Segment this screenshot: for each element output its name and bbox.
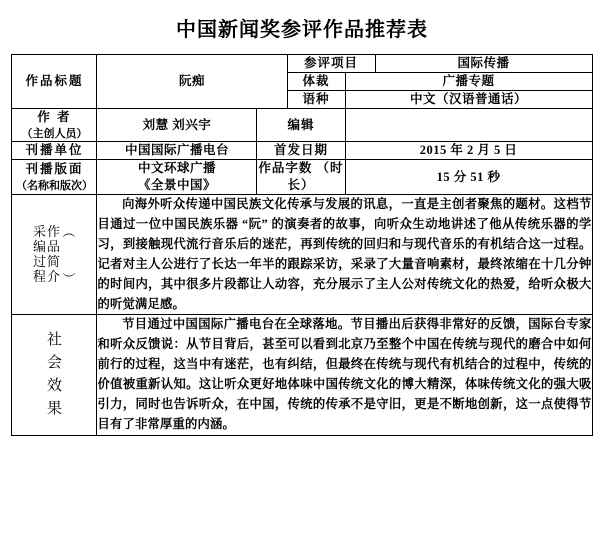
- genre-label: 体裁: [287, 72, 345, 90]
- author-label-main: 作 者: [37, 109, 72, 124]
- publisher-label: 刊播单位: [12, 142, 97, 160]
- category-label: 参评项目: [287, 55, 375, 73]
- editor-label: 编辑: [257, 108, 345, 142]
- table-row-author-editor: [12, 108, 592, 142]
- table-row-summary: [12, 194, 592, 314]
- editor-value: [345, 108, 592, 142]
- effect-label-c1: 社: [46, 331, 62, 348]
- category-value: 国际传播: [375, 55, 592, 73]
- summary-paragraph: 向海外听众传递中国民族文化传承与发展的讯息，一直是主创者聚焦的题材。这档节目通过一位中国民族乐器 “阮” 的演奏者的故事，向听众生动地讲述了他从传统乐器的学习，到接触现代流行音乐后的迷茫，再到传统的回归和与现代音乐的有机结合这一过程。记者对主人公进行了长达一年半的跟踪采访，采录了大量音响素材，最终浓缩在十几分钟的时间内，其中很多片段都让人动容，充分展示了主人公对传统文化的热爱，给听众极大的听觉满足感。: [97, 196, 592, 311]
- effect-label-vertical: [12, 329, 96, 422]
- summary-label: [12, 194, 97, 314]
- summary-label-vertical-stack: [12, 225, 96, 285]
- summary-paren-close: ）: [60, 271, 76, 285]
- summary-label-col2-c2: 编: [32, 238, 46, 254]
- column-label: [12, 160, 97, 195]
- summary-label-col-1: [47, 225, 60, 285]
- summary-label-col2-c1: 采: [32, 223, 46, 239]
- column-label-sub: （名称和版次）: [15, 179, 93, 192]
- publisher-value: 中国国际广播电台: [97, 142, 257, 160]
- work-title-value: 阮痴: [97, 55, 287, 109]
- first-air-date-label: 首发日期: [257, 142, 345, 160]
- effect-text-cell: [97, 315, 592, 435]
- summary-text-cell: [97, 194, 592, 314]
- column-value-line1: 中文环球广播: [137, 161, 216, 176]
- recommendation-form-table: [11, 54, 592, 436]
- language-value: 中文（汉语普通话）: [345, 90, 592, 108]
- summary-label-col1-c1: 作: [46, 223, 60, 239]
- effect-paragraph: 节目通过中国国际广播电台在全球落地。节目播出后获得非常好的反馈，国际台专家和听众反馈说：从节目背后，甚至可以看到北京乃至整个中国在传统与现代的磨合中如何前行的过程，这当中有迷茫，也有纠结，但最终在传统与现代有机结合的过程中，传统的价值被重新认知。这让听众更好地体味中国传统文化的博大精深，体味传统文化的强大吸引力，同时也告诉听众，在中国，传统的传承不是守旧，更是不断地创新，这一点使得节目有了非常厚重的内涵。: [97, 317, 592, 431]
- table-row-publisher-date: [12, 142, 592, 160]
- table-row-title-category: [12, 55, 592, 73]
- summary-label-col1-c4: 介: [46, 268, 60, 284]
- first-air-date-value: 2015 年 2 月 5 日: [345, 142, 592, 160]
- effect-label: [12, 315, 97, 435]
- word-count-value: 15 分 51 秒: [345, 160, 592, 195]
- word-count-label-main: 作品字数: [258, 161, 313, 176]
- summary-label-col2-c4: 程: [32, 268, 46, 284]
- summary-label-col1-c2: 品: [46, 238, 60, 254]
- work-title-label: 作品标题: [12, 55, 97, 109]
- author-label: [12, 108, 97, 142]
- table-row-column-wordcount: [12, 160, 592, 195]
- effect-label-c3: 效: [46, 378, 62, 395]
- word-count-label-sub: （时长）: [287, 161, 344, 193]
- column-value-line2: 《全景中国》: [137, 178, 216, 193]
- summary-label-col1-c3: 简: [46, 253, 60, 269]
- genre-value: 广播专题: [345, 72, 592, 90]
- author-value: 刘慧 刘兴宇: [97, 108, 257, 142]
- word-count-label: [257, 160, 345, 195]
- column-label-main: 刊播版面: [25, 161, 84, 176]
- page-title: 中国新闻奖参评作品推荐表: [176, 19, 428, 41]
- summary-label-parens: [61, 225, 76, 285]
- summary-label-col-2: [33, 225, 46, 285]
- table-row-social-effect: [12, 315, 592, 435]
- summary-label-col2-c3: 过: [32, 253, 46, 269]
- summary-paren-open: （: [60, 224, 76, 238]
- effect-label-c2: 会: [46, 354, 62, 371]
- language-label: 语种: [287, 90, 345, 108]
- effect-label-c4: 果: [46, 401, 62, 418]
- column-value: [97, 160, 257, 195]
- author-label-sub: （主创人员）: [21, 127, 88, 140]
